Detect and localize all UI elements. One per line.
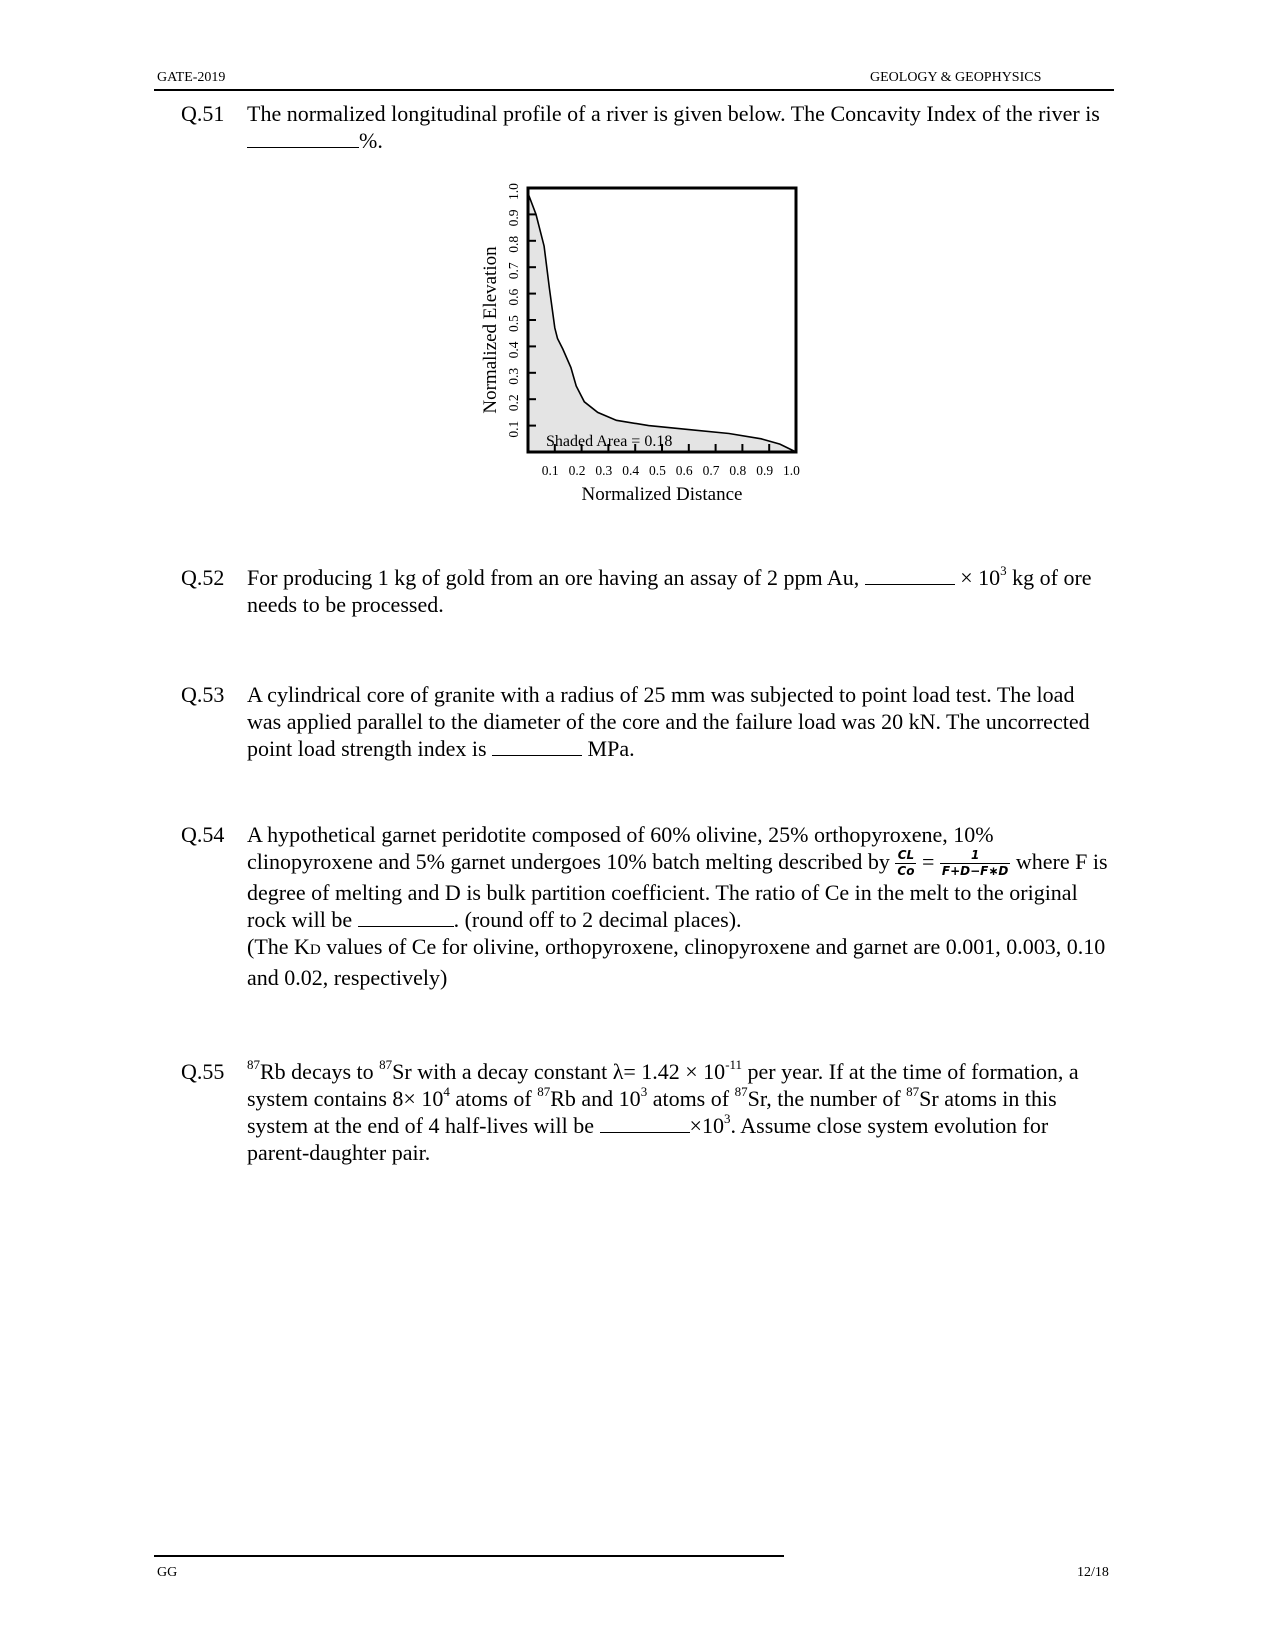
question-text: The normalized longitudinal profile of a river is given below. The Concavity Index of the river is <box>247 101 1100 126</box>
x-tick-label: 0.1 <box>541 463 559 478</box>
answer-blank[interactable] <box>865 566 955 585</box>
question-53 <box>181 681 1111 762</box>
x-tick-label: 0.7 <box>702 463 720 478</box>
chart-svg <box>480 170 860 530</box>
header-rule <box>154 89 1114 91</box>
footer-paper-code: GG <box>157 1565 178 1580</box>
fraction-denominator: Co <box>897 864 915 879</box>
isotope-mass: 87 <box>537 1083 551 1099</box>
shaded-area <box>528 193 796 452</box>
answer-blank[interactable] <box>600 1114 690 1133</box>
header-subject: GEOLOGY & GEOPHYSICS <box>870 70 1042 85</box>
x-tick-label: 0.2 <box>568 463 586 478</box>
question-text: For producing 1 kg of gold from an ore having an assay of 2 ppm Au, <box>247 565 860 590</box>
page-number: 12/18 <box>1077 1565 1109 1580</box>
x-tick-label: 0.6 <box>675 463 693 478</box>
question-number: Q.51 <box>181 101 225 126</box>
y-tick-label: 1.0 <box>506 183 521 200</box>
question-text: A cylindrical core of granite with a radius of 25 mm was subjected to point load test. The load was applied parallel to the diameter of the core and the failure load was 20 kN. The uncorrected point load strength index is <box>247 682 1090 761</box>
kd-note-start: (The K <box>247 934 310 960</box>
question-text: atoms of <box>647 1086 735 1111</box>
y-axis-label: Normalized Elevation <box>480 246 501 414</box>
exponent: 3 <box>640 1083 648 1099</box>
equation-lhs-fraction <box>895 848 916 879</box>
answer-blank[interactable] <box>247 129 359 148</box>
question-text-end: . Assume close system evolution for parent-daughter pair. <box>247 1113 1049 1165</box>
question-55 <box>181 1058 1111 1166</box>
isotope-mass: 87 <box>906 1083 920 1099</box>
exponent: 3 <box>1000 562 1007 578</box>
fraction-numerator: 1 <box>940 848 1010 864</box>
question-51 <box>181 100 1111 154</box>
question-number: Q.52 <box>181 565 225 590</box>
exponent: 4 <box>443 1083 450 1099</box>
unit-multiplier: × 10 <box>960 565 1001 590</box>
header-exam: GATE-2019 <box>157 70 226 85</box>
equation-rhs-fraction <box>940 848 1010 879</box>
fraction-denominator: F+D−F∗D <box>941 864 1009 879</box>
isotope-mass: 87 <box>734 1083 748 1099</box>
question-number: Q.54 <box>181 822 225 847</box>
x-tick-label: 0.4 <box>622 463 640 478</box>
fraction-numerator: CL <box>895 848 916 864</box>
answer-blank[interactable] <box>492 737 582 756</box>
isotope-mass: 87 <box>379 1056 393 1072</box>
y-tick-label: 0.4 <box>506 341 521 359</box>
question-54 <box>181 821 1111 991</box>
question-text-end: MPa. <box>587 736 635 761</box>
river-profile-chart <box>480 170 860 530</box>
x-axis-label: Normalized Distance <box>581 484 743 505</box>
exponent: 3 <box>723 1110 731 1126</box>
shaded-area-annotation: Shaded Area = 0.18 <box>546 433 673 450</box>
y-tick-label: 0.3 <box>506 367 521 385</box>
question-text: A hypothetical garnet peridotite composed of 60% olivine, 25% orthopyroxene, 10% clinopyroxene and 5% garnet undergoes 10% batch melting described by <box>247 822 994 874</box>
isotope-mass: 87 <box>247 1056 260 1072</box>
kd-note-end: values of Ce for olivine, orthopyroxene, clinopyroxene and garnet are 0.001, 0.003, 0.10 and 0.02, respectively) <box>247 934 1106 991</box>
x-tick-label: 0.3 <box>595 463 613 478</box>
x-tick-label: 1.0 <box>783 463 800 478</box>
answer-blank[interactable] <box>358 908 454 927</box>
question-text: Rb decays to <box>260 1059 380 1084</box>
y-tick-label: 0.6 <box>506 288 521 306</box>
question-text-end: %. <box>359 128 383 153</box>
y-tick-label: 0.8 <box>506 235 521 253</box>
question-text: Rb and 10 <box>550 1086 641 1111</box>
question-text: atoms of <box>449 1086 538 1111</box>
y-tick-label: 0.9 <box>506 209 521 227</box>
question-text: Sr, the number of <box>747 1086 907 1111</box>
question-number: Q.53 <box>181 682 225 707</box>
unit-multiplier: ×10 <box>689 1113 724 1138</box>
question-text-end: kg of ore needs to be processed. <box>247 565 1092 617</box>
y-tick-label: 0.7 <box>506 262 521 280</box>
exponent: -11 <box>725 1056 743 1072</box>
x-tick-label: 0.8 <box>729 463 747 478</box>
question-text-3: . (round off to 2 decimal places). <box>453 907 742 933</box>
question-text: Sr with a decay constant λ= 1.42 × 10 <box>392 1059 726 1084</box>
equals-sign: = <box>921 849 935 874</box>
y-tick-label: 0.1 <box>506 420 521 438</box>
y-tick-label: 0.2 <box>506 394 521 412</box>
question-number: Q.55 <box>181 1059 225 1084</box>
kd-subscript: D <box>309 942 321 959</box>
question-52 <box>181 564 1111 618</box>
question-text-2: where F is degree of melting and D is bulk partition coefficient. The ratio of Ce in the melt to the original rock will be <box>247 849 1108 933</box>
y-tick-label: 0.5 <box>506 315 521 332</box>
question-text: per year. If at the time of formation, a system contains 8× 10 <box>247 1059 1079 1111</box>
x-tick-label: 0.9 <box>756 463 774 478</box>
x-tick-label: 0.5 <box>649 463 666 478</box>
footer-rule <box>154 1555 784 1557</box>
question-text: Sr atoms in this system at the end of 4 half-lives will be <box>247 1086 1057 1138</box>
